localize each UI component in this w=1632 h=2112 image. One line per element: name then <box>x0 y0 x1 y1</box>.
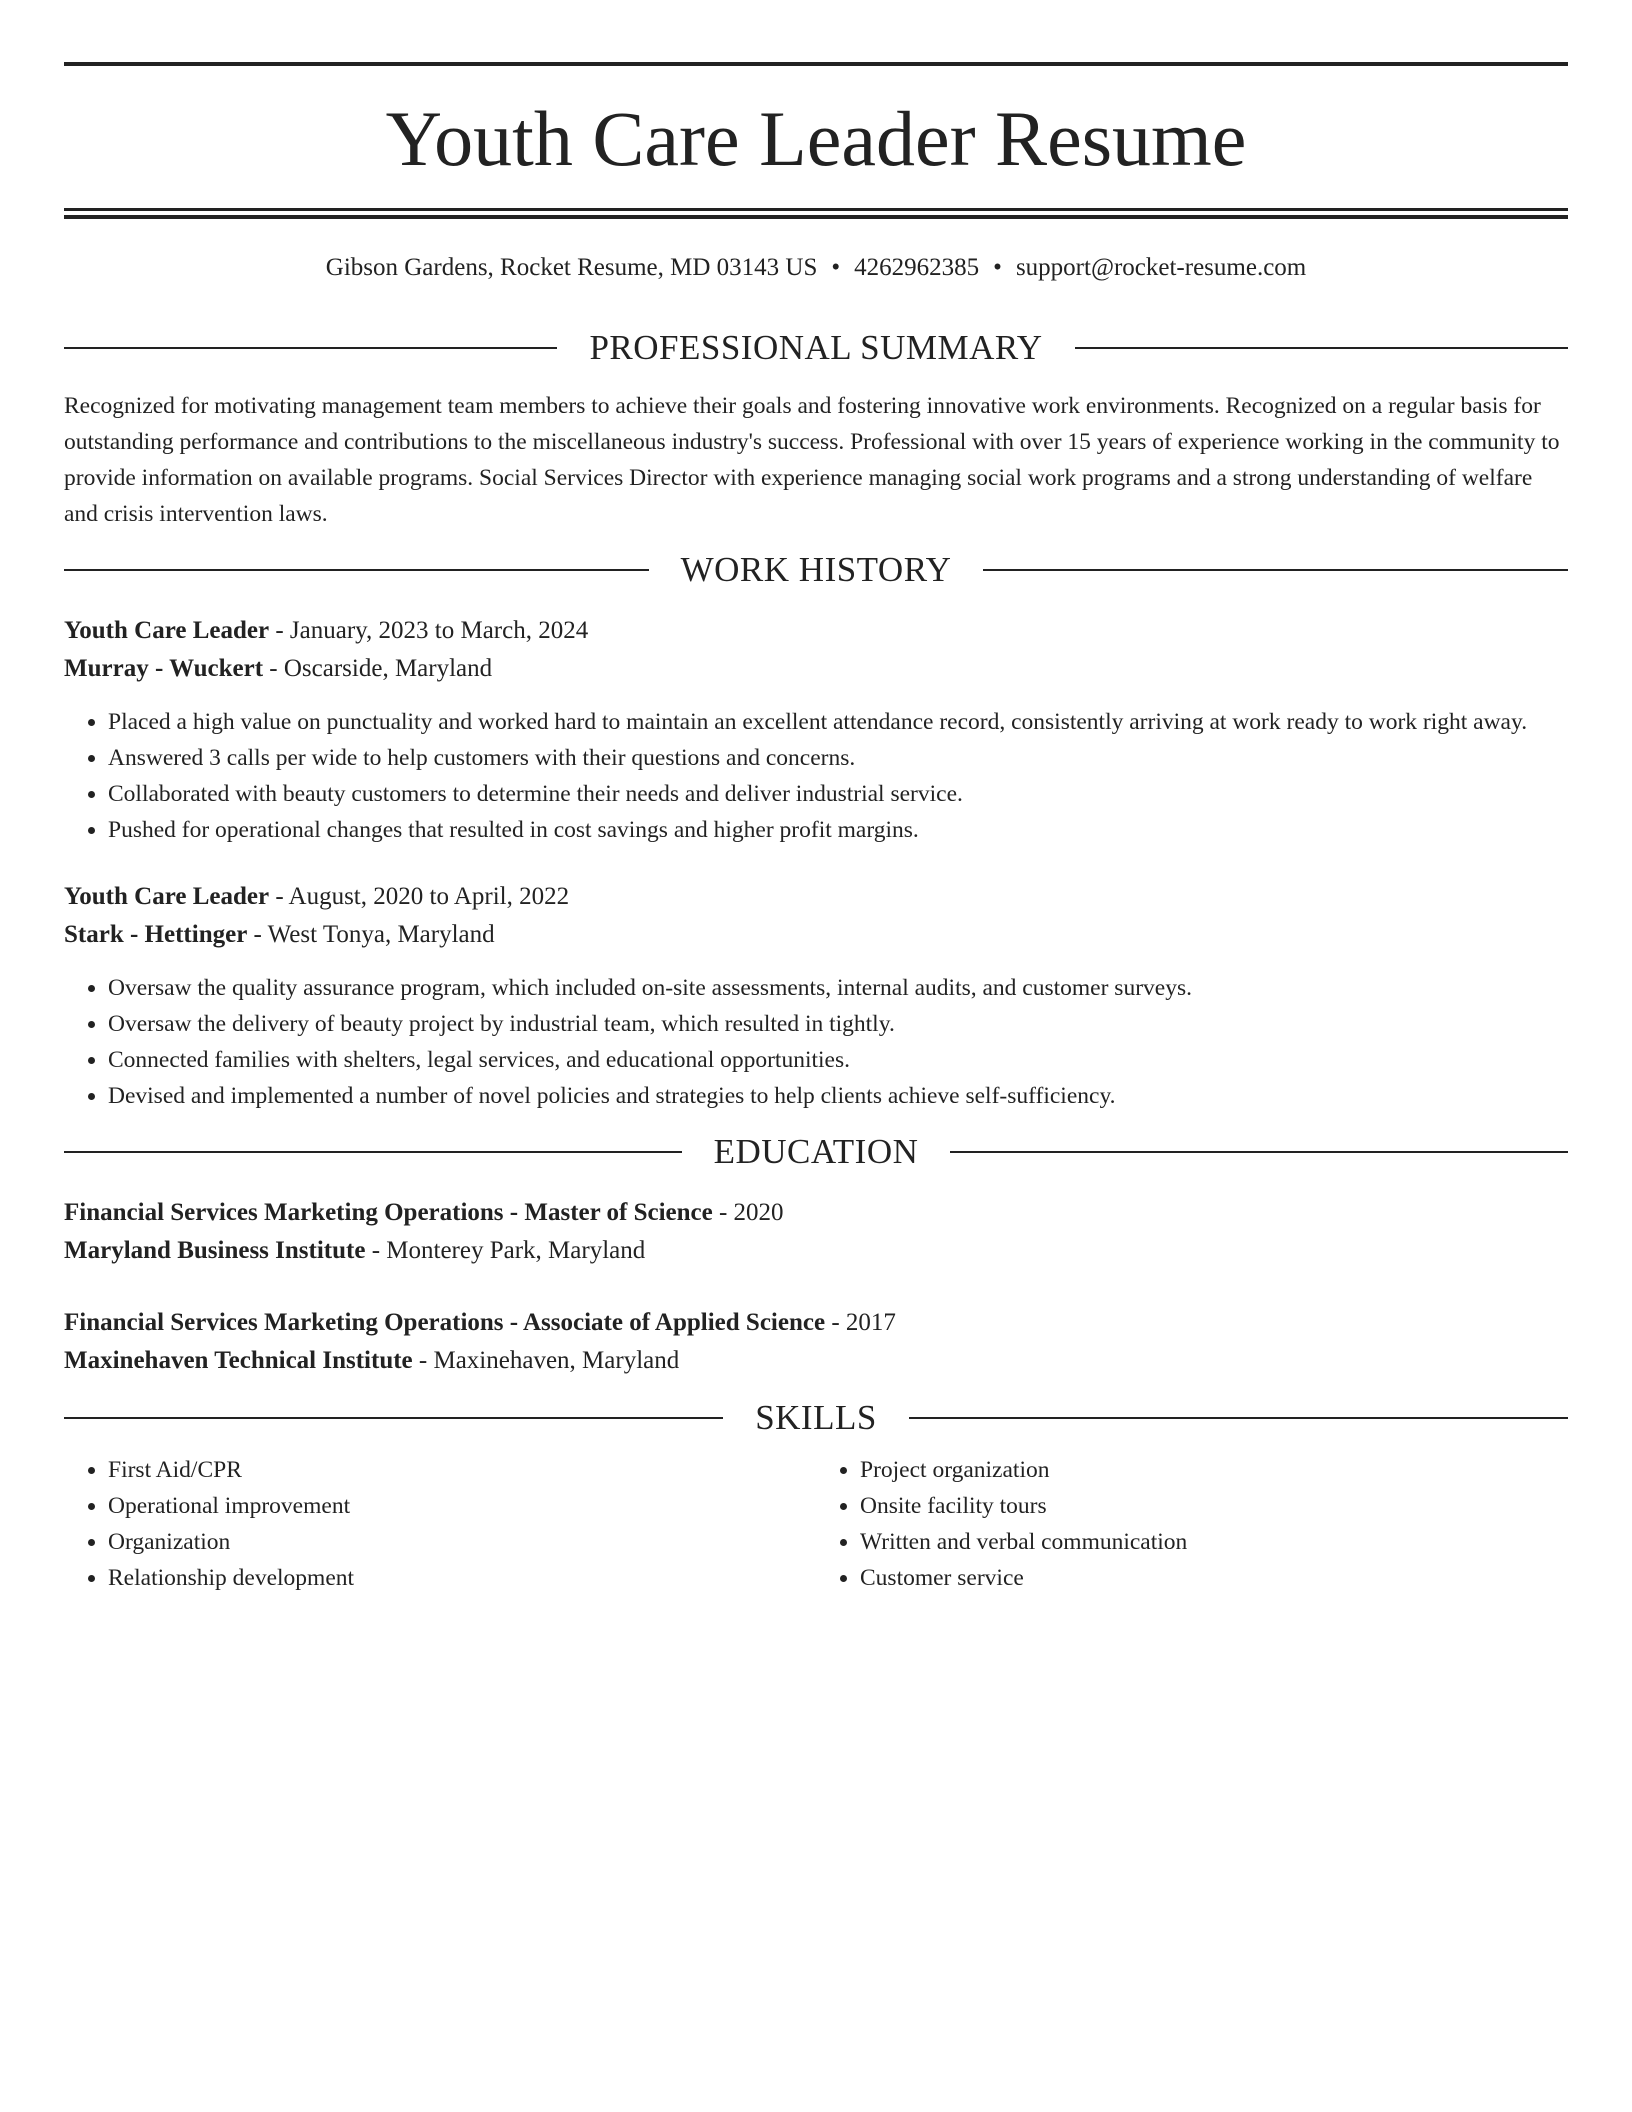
education-degree-line <box>64 1194 1568 1232</box>
education-school-line <box>64 1342 1568 1380</box>
job-bullet: • Pushed for operational changes that resulted in cost savings and higher profit margins. <box>108 812 1568 848</box>
education-degree: Financial Services Marketing Operations - Master of Science <box>64 1199 713 1226</box>
job-title: Youth Care Leader <box>64 617 270 644</box>
job-company: Stark - Hettinger <box>64 921 248 948</box>
contact-separator: • <box>993 254 1002 281</box>
job-title-line <box>64 878 1568 916</box>
summary-heading: PROFESSIONAL SUMMARY <box>589 328 1043 367</box>
contact-phone: 4262962385 <box>854 254 980 281</box>
contact-separator: • <box>831 254 841 281</box>
work-section-heading <box>64 550 1568 590</box>
job-bullet: • Placed a high value on punctuality and worked hard to maintain an excellent attendance record, consistently arriving at work ready to work right away. <box>108 704 1568 740</box>
job-company: Murray - Wuckert <box>64 655 264 682</box>
education-heading: EDUCATION <box>713 1132 919 1171</box>
job-entry <box>64 878 1568 1114</box>
job-bullet: • Answered 3 calls per wide to help customers with their questions and concerns. <box>108 740 1568 776</box>
skill-item: • Customer service <box>860 1560 1568 1596</box>
skill-item: • Written and verbal communication <box>860 1524 1568 1560</box>
education-school: Maryland Business Institute <box>64 1237 366 1264</box>
job-bullet: • Connected families with shelters, legal services, and educational opportunities. <box>108 1042 1568 1078</box>
skill-item: • Onsite facility tours <box>860 1488 1568 1524</box>
heading-rule-right <box>909 1417 1568 1419</box>
heading-rule-left <box>64 569 649 571</box>
skills-section-heading <box>64 1398 1568 1438</box>
job-bullets <box>64 970 1568 1114</box>
job-title: Youth Care Leader <box>64 883 270 910</box>
summary-section-heading <box>64 328 1568 368</box>
skill-item: • Operational improvement <box>108 1488 816 1524</box>
skill-item: • Relationship development <box>108 1560 816 1596</box>
contact-address: Gibson Gardens, Rocket Resume, MD 03143 US <box>325 254 818 281</box>
job-title-line <box>64 612 1568 650</box>
job-company-line <box>64 916 1568 954</box>
contact-email: support@rocket-resume.com <box>1015 254 1307 281</box>
job-dates: - January, 2023 to March, 2024 <box>269 617 589 644</box>
job-dates: - August, 2020 to April, 2022 <box>269 883 570 910</box>
job-bullets <box>64 704 1568 848</box>
education-degree: Financial Services Marketing Operations - Associate of Applied Science <box>64 1309 826 1336</box>
job-location: - Oscarside, Maryland <box>263 655 493 682</box>
skills-heading: SKILLS <box>755 1398 877 1437</box>
education-degree-line <box>64 1304 1568 1342</box>
heading-rule-left <box>64 1151 682 1153</box>
heading-rule-left <box>64 347 557 349</box>
education-entry <box>64 1194 1568 1270</box>
job-bullet: • Devised and implemented a number of novel policies and strategies to help clients achieve self-sufficiency. <box>108 1078 1568 1114</box>
top-rule <box>64 62 1568 66</box>
education-location: - Maxinehaven, Maryland <box>412 1347 680 1374</box>
skill-item: • First Aid/CPR <box>108 1452 816 1488</box>
skill-item: • Project organization <box>860 1452 1568 1488</box>
job-bullet: • Oversaw the quality assurance program, which included on-site assessments, internal audits, and customer surveys. <box>108 970 1568 1006</box>
education-location: - Monterey Park, Maryland <box>365 1237 646 1264</box>
education-section-heading <box>64 1132 1568 1172</box>
job-bullet: • Collaborated with beauty customers to determine their needs and deliver industrial service. <box>108 776 1568 812</box>
heading-rule-left <box>64 1417 723 1419</box>
job-company-line <box>64 650 1568 688</box>
summary-text: Recognized for motivating management team members to achieve their goals and fostering innovative work environments. Recognized on a regular basis for outstanding performance and contributions to the miscellaneous industry's success. Professional with over 15 years of experience working in the community to provide information on available programs. Social Services Director with experience managing social work programs and a strong understanding of welfare and crisis intervention laws. <box>64 393 1560 527</box>
job-entry <box>64 612 1568 848</box>
heading-rule-right <box>983 569 1568 571</box>
resume-title: Youth Care Leader Resume <box>385 95 1247 182</box>
skills-list <box>64 1452 1568 1596</box>
skill-item: • Organization <box>108 1524 816 1560</box>
heading-rule-right <box>950 1151 1568 1153</box>
education-school-line <box>64 1232 1568 1270</box>
education-year: - 2020 <box>712 1199 784 1226</box>
education-school: Maxinehaven Technical Institute <box>64 1347 413 1374</box>
job-location: - West Tonya, Maryland <box>247 921 495 948</box>
title-double-rule <box>64 208 1568 219</box>
contact-line <box>64 255 1568 280</box>
heading-rule-right <box>1075 347 1568 349</box>
skills-column-right <box>816 1452 1568 1596</box>
education-year: - 2017 <box>825 1309 896 1336</box>
job-bullet: • Oversaw the delivery of beauty project by industrial team, which resulted in tightly. <box>108 1006 1568 1042</box>
education-entry <box>64 1304 1568 1380</box>
work-heading: WORK HISTORY <box>680 550 952 589</box>
skills-column-left <box>64 1452 816 1596</box>
